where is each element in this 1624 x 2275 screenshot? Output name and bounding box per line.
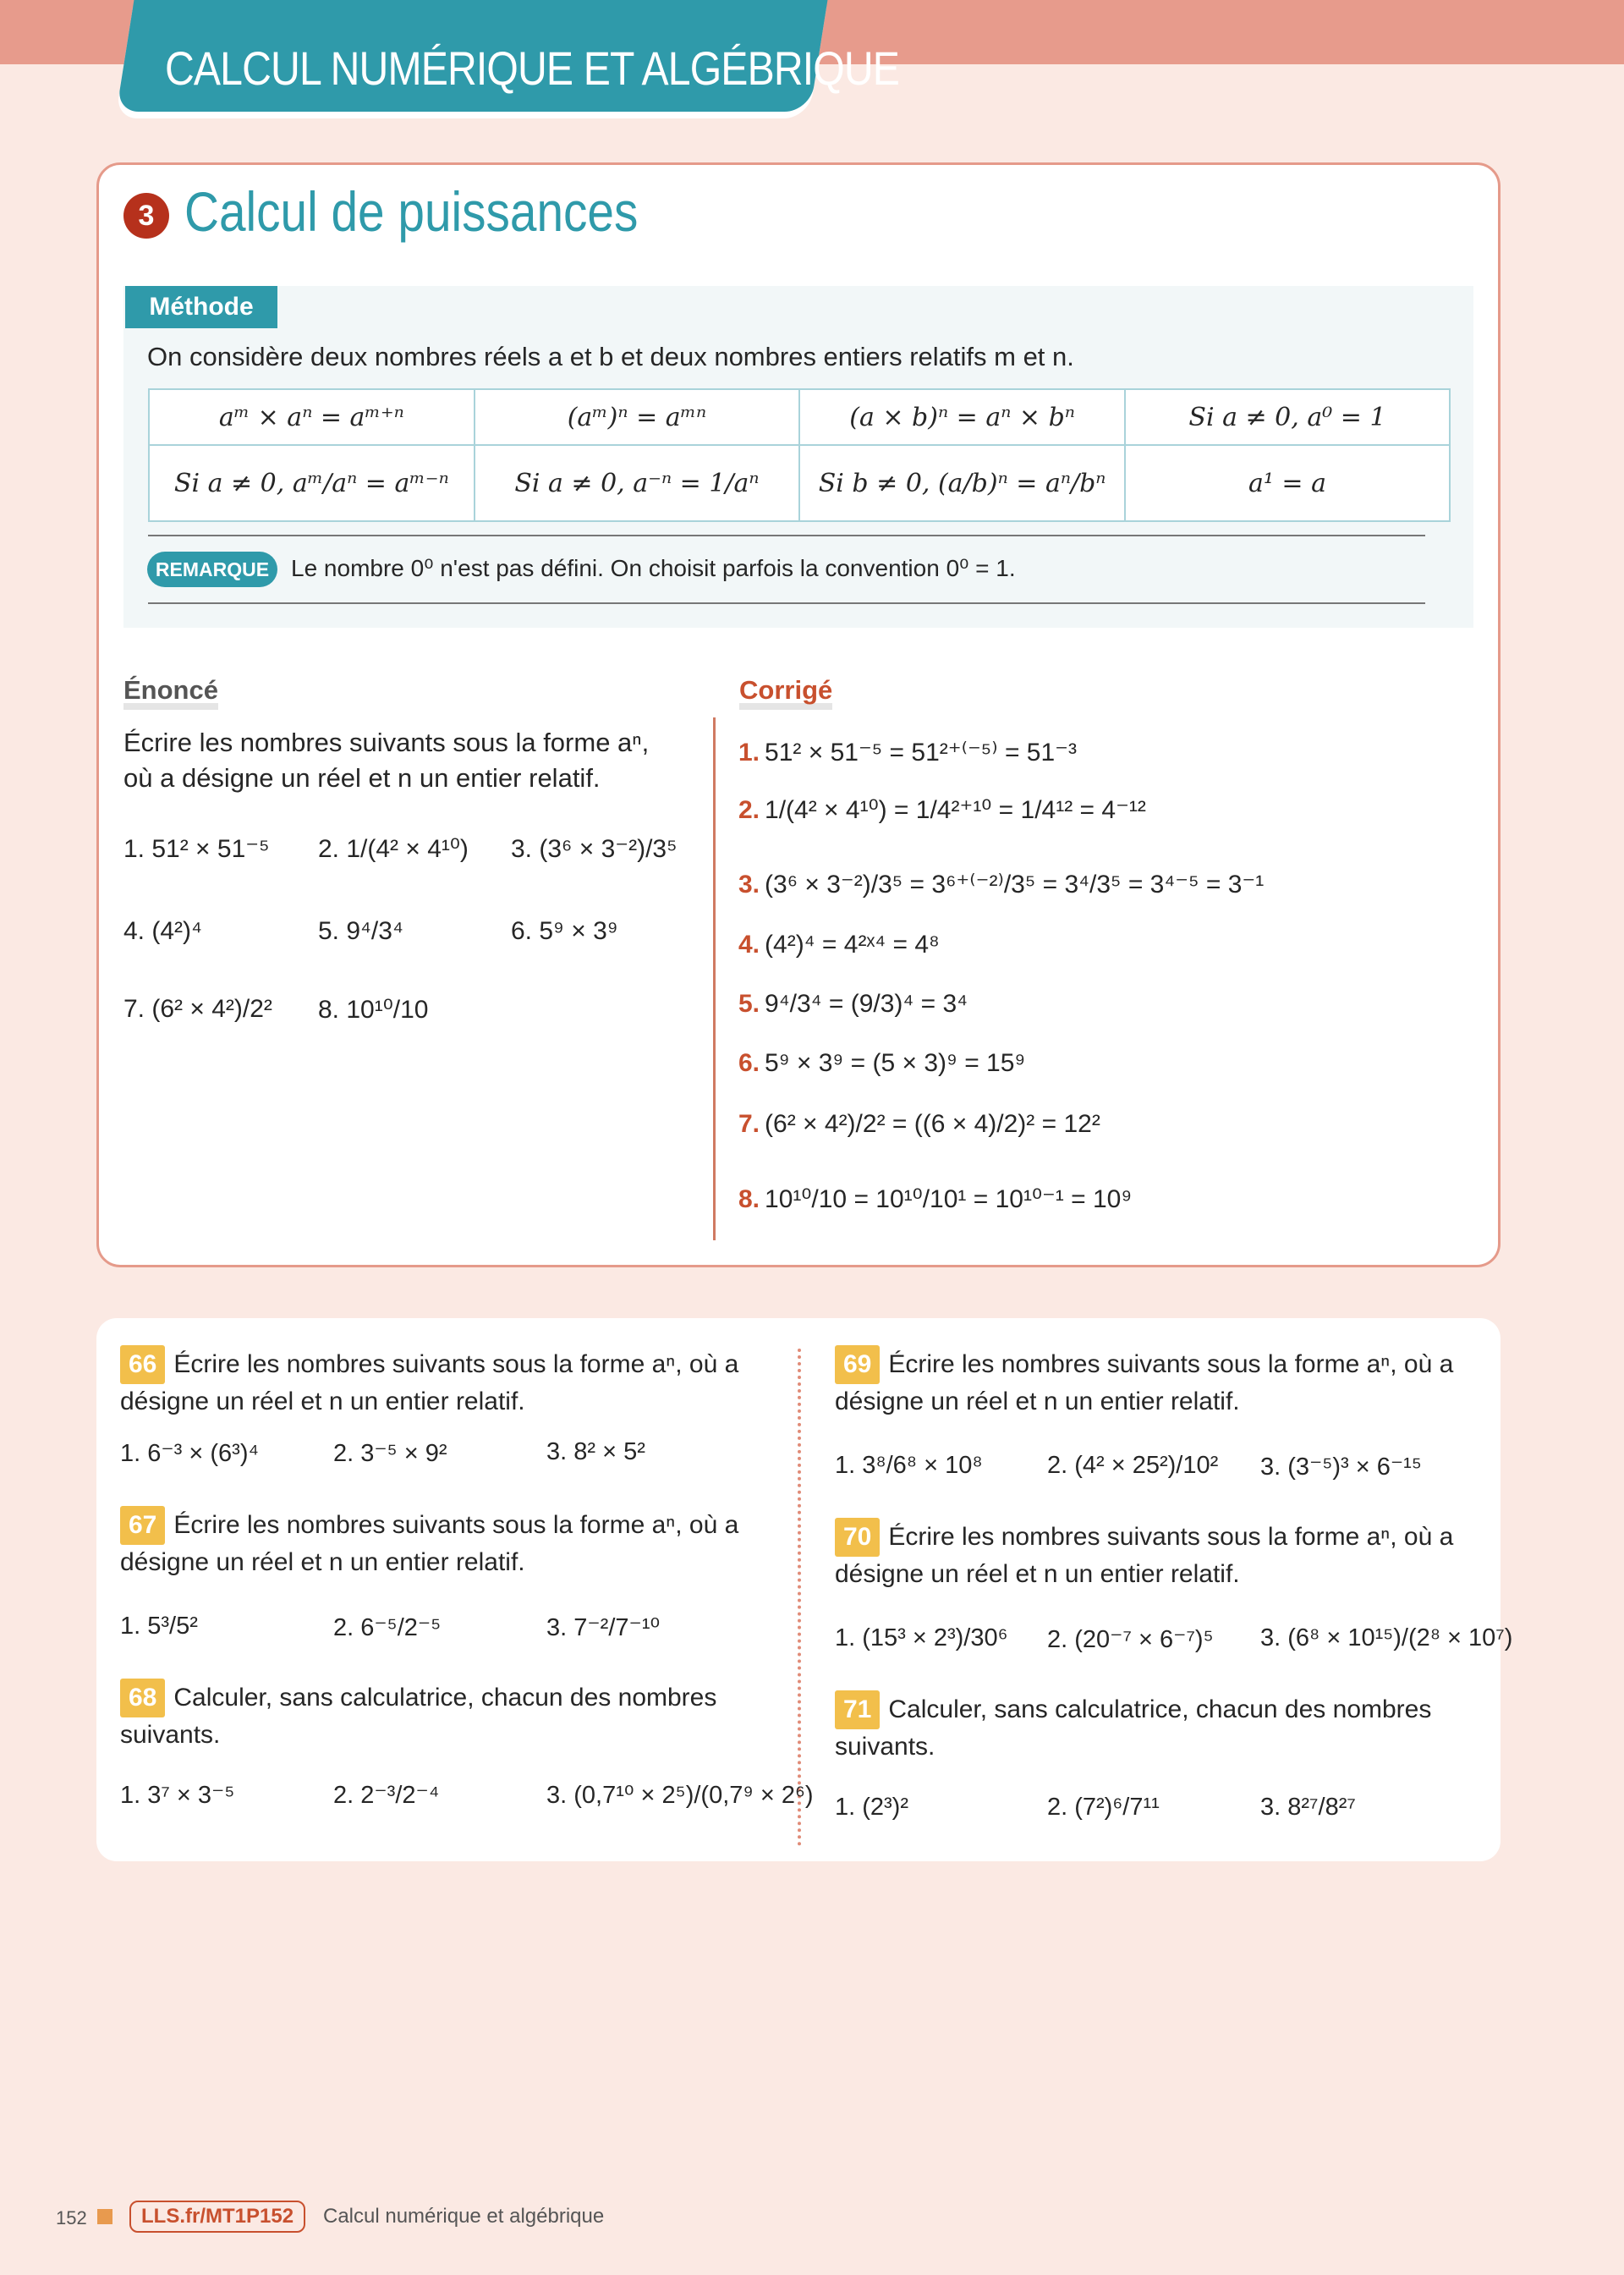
formula-cell: Si a ≠ 0, aᵐ/aⁿ = aᵐ⁻ⁿ	[149, 445, 475, 521]
enonce-item: 4. (4²)⁴	[123, 917, 202, 945]
enonce-item: 7. (6² × 4²)/2²	[123, 995, 272, 1023]
enonce-item: 3. (3⁶ × 3⁻²)/3⁵	[511, 835, 678, 863]
exercise-number: 71	[835, 1690, 880, 1729]
corrige-item: 2. 1/(4² × 4¹⁰) = 1/4²⁺¹⁰ = 1/4¹² = 4⁻¹²	[738, 796, 1146, 824]
divider	[148, 535, 1425, 536]
exercise-number: 69	[835, 1345, 880, 1384]
exercise-item: 2. (20⁻⁷ × 6⁻⁷)⁵	[1047, 1626, 1214, 1653]
enonce-text: Écrire les nombres suivants sous la forme aⁿ,	[123, 728, 650, 757]
exercise-item: 2. 2⁻³/2⁻⁴	[333, 1782, 440, 1809]
formula-cell: (aᵐ)ⁿ = aᵐⁿ	[475, 389, 800, 445]
exercise-item: 2. (4² × 25²)/10²	[1047, 1452, 1219, 1479]
method-intro: On considère deux nombres réels a et b et deux nombres entiers relatifs m et n.	[147, 342, 1074, 371]
corrige-item: 5. 9⁴/3⁴ = (9/3)⁴ = 3⁴	[738, 990, 968, 1018]
exercise-number: 68	[120, 1679, 165, 1717]
corrige-item: 3. (3⁶ × 3⁻²)/3⁵ = 3⁶⁺⁽⁻²⁾/3⁵ = 3⁴/3⁵ = 3⁴⁻⁵ = 3⁻¹	[738, 871, 1265, 898]
formula-cell: Si a ≠ 0, a⁰ = 1	[1125, 389, 1450, 445]
corrige-item: 1. 51² × 51⁻⁵ = 51²⁺⁽⁻⁵⁾ = 51⁻³	[738, 739, 1077, 767]
remark-tag: REMARQUE	[147, 552, 277, 587]
enonce-heading: Énoncé	[123, 678, 218, 710]
formula-cell: aᵐ × aⁿ = aᵐ⁺ⁿ	[149, 389, 475, 445]
section-number-badge: 3	[123, 193, 169, 239]
exercise-number: 66	[120, 1345, 165, 1384]
page-number: 152	[56, 2207, 87, 2228]
exercise-69: 69 Écrire les nombres suivants sous la forme aⁿ, où a désigne un réel et n un entier relatif.	[835, 1345, 1478, 1419]
enonce-item: 2. 1/(4² × 4¹⁰)	[318, 835, 469, 863]
exercise-item: 1. 5³/5²	[120, 1613, 198, 1640]
exercise-item: 2. 3⁻⁵ × 9²	[333, 1440, 447, 1467]
exercise-item: 1. 3⁸/6⁸ × 10⁸	[835, 1452, 983, 1479]
formula-cell: (a × b)ⁿ = aⁿ × bⁿ	[799, 389, 1125, 445]
exercise-item: 3. (6⁸ × 10¹⁵)/(2⁸ × 10⁷)	[1260, 1624, 1513, 1651]
corrige-item: 8. 10¹⁰/10 = 10¹⁰/10¹ = 10¹⁰⁻¹ = 10⁹	[738, 1185, 1133, 1213]
formula-cell: Si a ≠ 0, a⁻ⁿ = 1/aⁿ	[475, 445, 800, 521]
divider	[148, 602, 1425, 604]
exercise-item: 3. (0,7¹⁰ × 2⁵)/(0,7⁹ × 2⁶)	[546, 1782, 814, 1809]
column-divider	[798, 1349, 801, 1846]
footer-link[interactable]: LLS.fr/MT1P152	[129, 2201, 305, 2233]
enonce-item: 5. 9⁴/3⁴	[318, 917, 403, 945]
formula-cell: Si b ≠ 0, (a/b)ⁿ = aⁿ/bⁿ	[799, 445, 1125, 521]
footer-text: Calcul numérique et algébrique	[323, 2205, 605, 2228]
exercise-71: 71 Calculer, sans calculatrice, chacun des nombres suivants.	[835, 1690, 1478, 1764]
exercise-item: 2. 6⁻⁵/2⁻⁵	[333, 1614, 442, 1641]
exercise-66: 66 Écrire les nombres suivants sous la forme aⁿ, où a désigne un réel et n un entier relatif.	[120, 1345, 763, 1419]
exercise-item: 2. (7²)⁶/7¹¹	[1047, 1794, 1160, 1821]
corrige-item: 7. (6² × 4²)/2² = ((6 × 4)/2)² = 12²	[738, 1110, 1100, 1138]
corrige-rule	[713, 717, 716, 1240]
enonce-item: 6. 5⁹ × 3⁹	[511, 917, 618, 945]
exercise-item: 1. (15³ × 2³)/30⁶	[835, 1624, 1008, 1651]
enonce-text: où a désigne un réel et n un entier relatif.	[123, 763, 601, 793]
formula-cell: a¹ = a	[1125, 445, 1450, 521]
exercise-item: 3. (3⁻⁵)³ × 6⁻¹⁵	[1260, 1453, 1422, 1481]
enonce-item: 8. 10¹⁰/10	[318, 996, 429, 1024]
remark-text: Le nombre 0⁰ n'est pas défini. On choisit parfois la convention 0⁰ = 1.	[291, 555, 1016, 581]
formula-table	[148, 388, 1451, 522]
exercise-item: 1. 3⁷ × 3⁻⁵	[120, 1782, 235, 1809]
exercise-item: 3. 8²⁷/8²⁷	[1260, 1794, 1356, 1821]
exercise-item: 3. 7⁻²/7⁻¹⁰	[546, 1614, 661, 1641]
exercise-number: 67	[120, 1506, 165, 1545]
footer-square	[97, 2209, 112, 2224]
exercise-item: 1. 6⁻³ × (6³)⁴	[120, 1440, 259, 1467]
exercise-item: 3. 8² × 5²	[546, 1438, 645, 1465]
chapter-title: CALCUL NUMÉRIQUE ET ALGÉBRIQUE	[165, 41, 900, 95]
corrige-item: 6. 5⁹ × 3⁹ = (5 × 3)⁹ = 15⁹	[738, 1049, 1026, 1077]
enonce-item: 1. 51² × 51⁻⁵	[123, 835, 270, 863]
corrige-heading: Corrigé	[739, 678, 832, 710]
method-tag: Méthode	[125, 286, 277, 328]
exercise-number: 70	[835, 1518, 880, 1557]
exercise-70: 70 Écrire les nombres suivants sous la forme aⁿ, où a désigne un réel et n un entier relatif.	[835, 1518, 1478, 1591]
section-title: Calcul de puissances	[184, 180, 639, 243]
exercise-67: 67 Écrire les nombres suivants sous la forme aⁿ, où a désigne un réel et n un entier relatif.	[120, 1506, 763, 1580]
exercise-item: 1. (2³)²	[835, 1794, 908, 1821]
corrige-item: 4. (4²)⁴ = 4²ˣ⁴ = 4⁸	[738, 931, 940, 959]
exercise-68: 68 Calculer, sans calculatrice, chacun des nombres suivants.	[120, 1679, 763, 1752]
